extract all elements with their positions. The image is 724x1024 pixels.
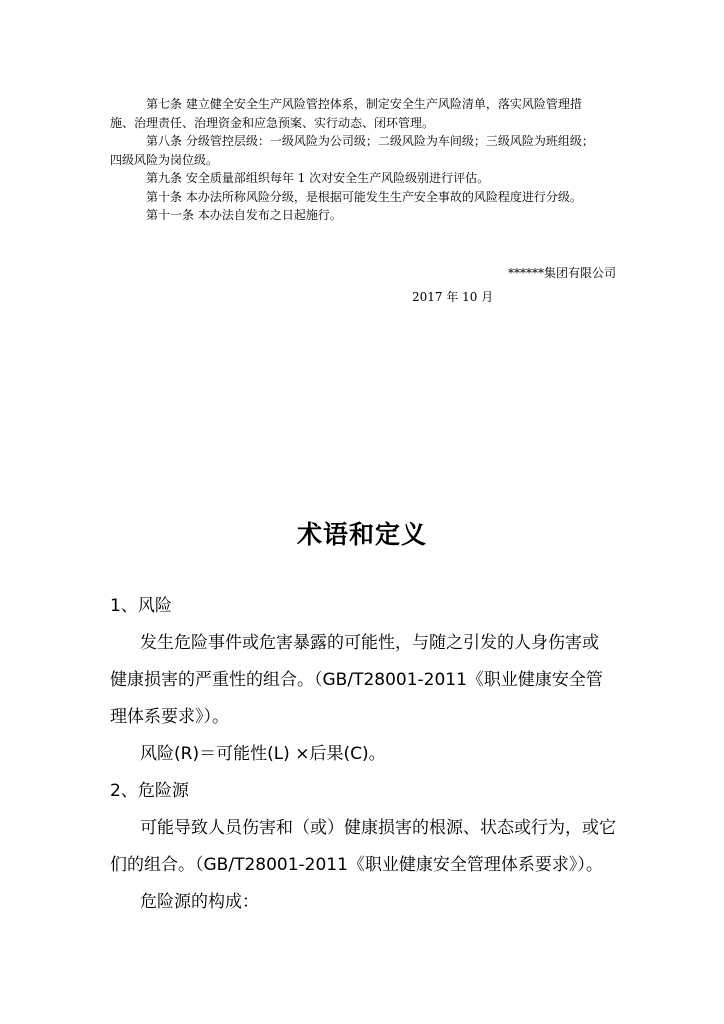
article-7-line-2: 施、治理责任、治理资金和应急预案、实行动态、闭环管理。 xyxy=(110,115,435,130)
article-9: 第九条 安全质量部组织每年 1 次对安全生产风险级别进行评估。 xyxy=(146,171,490,185)
item-1-heading: 1、风险 xyxy=(110,596,172,616)
article-7-line-1: 第七条 建立健全安全生产风险管控体系，制定安全生产风险清单，落实风险管理措 xyxy=(146,97,582,111)
signature-company: ******集团有限公司 xyxy=(507,266,616,280)
section-title: 术语和定义 xyxy=(296,520,427,549)
definitions-body xyxy=(110,588,622,921)
item-2-composition: 危险源的构成： xyxy=(140,892,259,912)
item-2-definition-line-2: 们的组合。（GB/T28001-2011《职业健康安全管理体系要求》）。 xyxy=(110,855,603,875)
item-1-definition-line-1: 发生危险事件或危害暴露的可能性，与随之引发的人身伤害或 xyxy=(140,633,599,653)
item-1-definition-line-3: 理体系要求》）。 xyxy=(110,707,229,727)
regulation-articles xyxy=(110,95,620,225)
article-8-line-2: 四级风险为岗位级。 xyxy=(110,152,219,167)
item-1-formula: 风险(R)＝可能性(L) ×后果(C)。 xyxy=(140,744,386,764)
article-11: 第十一条 本办法自发布之日起施行。 xyxy=(146,208,342,222)
item-2-heading: 2、危险源 xyxy=(110,781,189,801)
article-8-line-1: 第八条 分级管控层级：一级风险为公司级；二级风险为车间级；三级风险为班组级； xyxy=(146,134,594,148)
signature-date: 2017 年 10 月 xyxy=(412,290,494,304)
article-10: 第十条 本办法所称风险分级，是根据可能发生生产安全事故的风险程度进行分级。 xyxy=(146,189,582,204)
item-2-definition-line-1: 可能导致人员伤害和（或）健康损害的根源、状态或行为，或它 xyxy=(140,818,616,838)
item-1-definition-line-2: 健康损害的严重性的组合。（GB/T28001-2011《职业健康安全管 xyxy=(110,670,603,690)
